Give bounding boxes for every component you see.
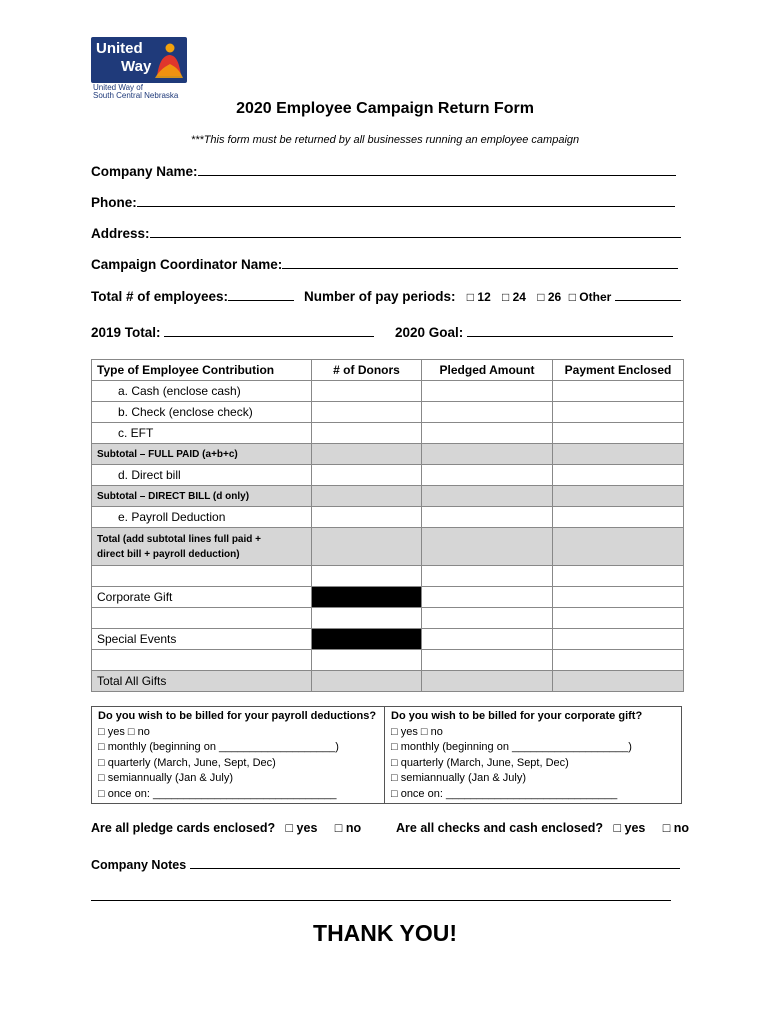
pledged-cell[interactable] <box>422 587 553 608</box>
pay-option-24[interactable]: □ 24 <box>502 290 526 304</box>
payment-cell[interactable] <box>553 423 684 444</box>
phone-label: Phone: <box>91 195 137 210</box>
table-row <box>92 444 684 465</box>
company-notes-field[interactable] <box>91 856 680 872</box>
pledge-cards-yes-checkbox[interactable]: □ yes <box>285 821 318 835</box>
row-label-special-events: Special Events <box>92 629 312 650</box>
payment-cell[interactable] <box>553 444 684 465</box>
goal-2020-field[interactable] <box>395 324 673 340</box>
total-2019-field[interactable] <box>91 324 374 340</box>
header-pledged: Pledged Amount <box>422 360 553 381</box>
row-label-check: b. Check (enclose check) <box>92 402 312 423</box>
payroll-quarterly-option[interactable]: □ quarterly (March, June, Sept, Dec) <box>98 756 276 769</box>
donors-cell[interactable] <box>312 444 422 465</box>
header-type: Type of Employee Contribution <box>92 360 312 381</box>
table-row <box>92 381 684 402</box>
row-label-cash: a. Cash (enclose cash) <box>92 381 312 402</box>
payment-cell[interactable] <box>553 587 684 608</box>
goal-2020-line[interactable] <box>467 324 673 337</box>
table-header-row <box>92 360 684 381</box>
form-subtitle: ***This form must be returned by all businesses running an employee campaign <box>190 134 580 146</box>
company-name-line[interactable] <box>198 163 676 176</box>
pay-periods-field: Number of pay periods: □ 12 □ 24 □ 26 □ Other <box>304 288 681 304</box>
payment-cell[interactable] <box>553 402 684 423</box>
corporate-billing-question: Do you wish to be billed for your corporate gift? <box>391 710 643 722</box>
corporate-monthly-option[interactable]: □ monthly (beginning on ___________________) <box>391 741 632 754</box>
payment-cell[interactable] <box>553 671 684 692</box>
row-label-subtotal-full: Subtotal – FULL PAID (a+b+c) <box>92 444 312 465</box>
address-field[interactable] <box>91 225 681 241</box>
total-2019-label: 2019 Total: <box>91 325 161 340</box>
pledged-cell[interactable] <box>422 528 553 566</box>
coordinator-line[interactable] <box>282 256 678 269</box>
payment-cell[interactable] <box>553 465 684 486</box>
total-employees-line[interactable] <box>228 288 294 301</box>
address-line[interactable] <box>150 225 681 238</box>
pledged-cell[interactable] <box>422 671 553 692</box>
corporate-semiannually-option[interactable]: □ semiannually (Jan & July) <box>391 772 527 785</box>
pledge-cards-label: Are all pledge cards enclosed? <box>91 821 276 835</box>
payroll-semiannually-option[interactable]: □ semiannually (Jan & July) <box>98 772 234 785</box>
pledged-cell[interactable] <box>422 423 553 444</box>
pledged-cell[interactable] <box>422 465 553 486</box>
pay-option-other[interactable]: □ Other <box>568 290 612 304</box>
united-way-logo <box>91 37 187 83</box>
pledge-cards-question <box>91 821 361 835</box>
table-row <box>92 507 684 528</box>
corporate-once-option[interactable]: □ once on: ____________________________ <box>391 787 618 800</box>
pledged-cell[interactable] <box>422 402 553 423</box>
pledged-cell[interactable] <box>422 486 553 507</box>
phone-line[interactable] <box>137 194 675 207</box>
total-employees-field[interactable] <box>91 288 294 304</box>
coordinator-field[interactable] <box>91 256 678 272</box>
thank-you-text: THANK YOU! <box>313 920 457 946</box>
pay-other-line[interactable] <box>615 288 681 301</box>
donors-cell[interactable] <box>312 528 422 566</box>
row-label-total: Total (add subtotal lines full paid + direct bill + payroll deduction) <box>92 528 312 566</box>
pledged-cell[interactable] <box>422 381 553 402</box>
row-label-eft: c. EFT <box>92 423 312 444</box>
row-label-subtotal-direct: Subtotal – DIRECT BILL (d only) <box>92 486 312 507</box>
logo-word-way: Way <box>121 58 152 75</box>
pay-option-12[interactable]: □ 12 <box>466 290 491 304</box>
pledged-cell[interactable] <box>422 507 553 528</box>
table-row <box>92 629 684 650</box>
payroll-billing-column <box>92 707 385 803</box>
corporate-quarterly-option[interactable]: □ quarterly (March, June, Sept, Dec) <box>391 756 569 769</box>
logo-org-line1: United Way of <box>93 83 143 92</box>
pay-option-26[interactable]: □ 26 <box>537 290 562 304</box>
payroll-monthly-option[interactable]: □ monthly (beginning on ___________________) <box>98 741 339 754</box>
payroll-billing-question: Do you wish to be billed for your payroll deductions? <box>98 710 377 722</box>
payroll-yes-no-checkboxes[interactable]: □ yes □ no <box>98 725 150 738</box>
donors-cell[interactable] <box>312 381 422 402</box>
corporate-billing-column <box>385 707 681 803</box>
logo-word-united: United <box>96 40 143 57</box>
table-row <box>92 650 684 671</box>
table-row <box>92 486 684 507</box>
payment-cell[interactable] <box>553 486 684 507</box>
form-title: 2020 Employee Campaign Return Form <box>236 100 534 117</box>
donors-cell[interactable] <box>312 402 422 423</box>
logo-org-line2: South Central Nebraska <box>93 91 179 100</box>
donors-cell[interactable] <box>312 465 422 486</box>
coordinator-label: Campaign Coordinator Name: <box>91 257 283 272</box>
total-2019-line[interactable] <box>164 324 374 337</box>
header-payment: Payment Enclosed <box>553 360 684 381</box>
table-row <box>92 608 684 629</box>
pledged-cell[interactable] <box>422 444 553 465</box>
company-name-label: Company Name: <box>91 164 198 179</box>
table-row <box>92 465 684 486</box>
pledge-cards-no-checkbox[interactable]: □ no <box>334 821 362 835</box>
checks-cash-label: Are all checks and cash enclosed? <box>396 821 604 835</box>
address-label: Address: <box>91 226 150 241</box>
row-label-payroll: e. Payroll Deduction <box>92 507 312 528</box>
company-notes-line-2[interactable] <box>91 900 671 901</box>
hand-figure-icon <box>153 40 185 80</box>
total-employees-label: Total # of employees: <box>91 289 229 304</box>
blacked-out-cell <box>312 587 422 608</box>
donors-cell[interactable] <box>312 671 422 692</box>
payment-cell[interactable] <box>553 629 684 650</box>
payment-cell[interactable] <box>553 528 684 566</box>
pledged-cell[interactable] <box>422 629 553 650</box>
donors-cell[interactable] <box>312 423 422 444</box>
row-label-corporate-gift: Corporate Gift <box>92 587 312 608</box>
table-row <box>92 423 684 444</box>
table-row <box>92 587 684 608</box>
checks-cash-question <box>396 821 689 835</box>
contribution-table <box>91 359 684 692</box>
payroll-once-option[interactable]: □ once on: ______________________________ <box>98 787 337 800</box>
table-row <box>92 671 684 692</box>
header-donors: # of Donors <box>312 360 422 381</box>
table-row <box>92 528 684 566</box>
row-label-direct-bill: d. Direct bill <box>92 465 312 486</box>
checks-cash-no-checkbox[interactable]: □ no <box>662 821 690 835</box>
table-row <box>92 402 684 423</box>
goal-2020-label: 2020 Goal: <box>395 325 464 340</box>
pay-periods-label: Number of pay periods <box>304 289 452 304</box>
donors-cell[interactable] <box>312 486 422 507</box>
blacked-out-cell <box>312 629 422 650</box>
phone-field[interactable] <box>91 194 675 210</box>
checks-cash-yes-checkbox[interactable]: □ yes <box>613 821 646 835</box>
donors-cell[interactable] <box>312 507 422 528</box>
billing-options-box <box>91 706 682 804</box>
payment-cell[interactable] <box>553 507 684 528</box>
company-notes-label: Company Notes <box>91 858 187 872</box>
corporate-yes-no-checkboxes[interactable]: □ yes □ no <box>391 725 443 738</box>
company-notes-line[interactable] <box>190 856 680 869</box>
company-name-field[interactable] <box>91 163 676 179</box>
payment-cell[interactable] <box>553 381 684 402</box>
row-label-total-all: Total All Gifts <box>92 671 312 692</box>
table-row <box>92 566 684 587</box>
